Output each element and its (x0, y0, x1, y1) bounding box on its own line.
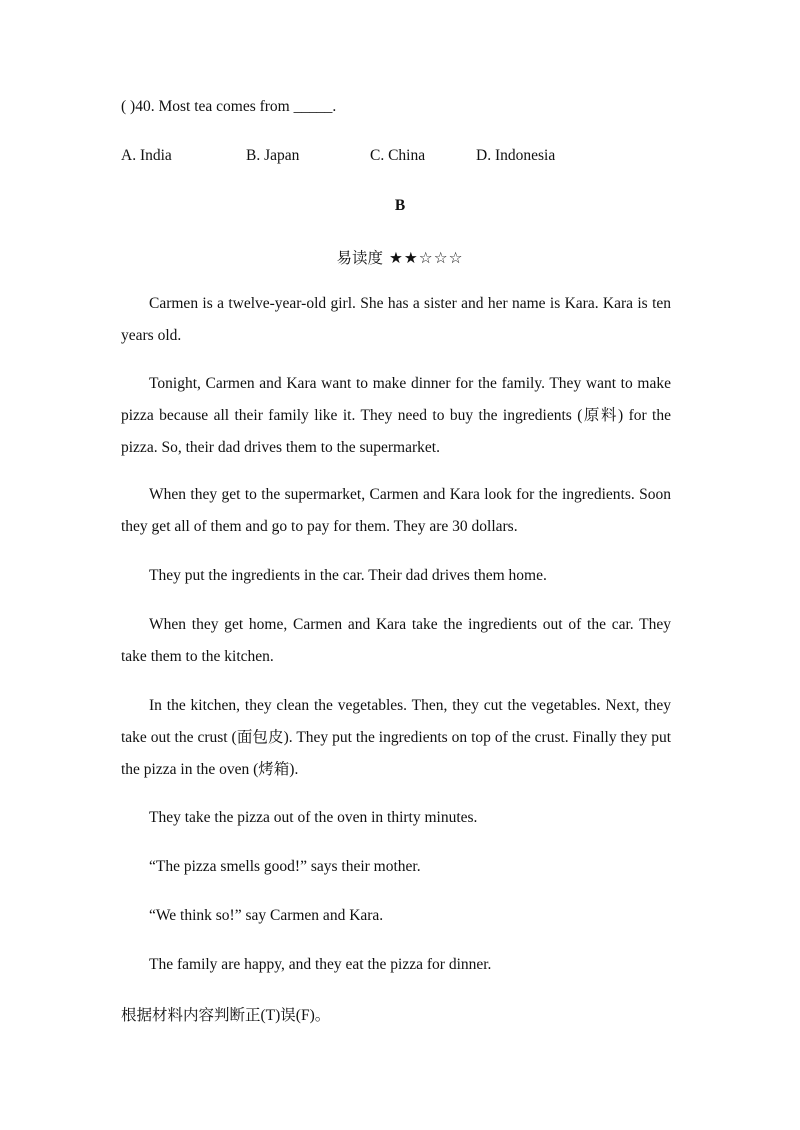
option-b: B. Japan (246, 147, 300, 164)
passage-paragraph-1: Carmen is a twelve-year-old girl. She has a sister and her name is Kara. Kara is ten years old. (121, 295, 671, 344)
readability-label: 易读度 (336, 250, 384, 267)
star-rating-icon: ★★☆☆☆ (389, 250, 464, 267)
option-a: A. India (121, 147, 172, 164)
passage-paragraph-5: When they get home, Carmen and Kara take the ingredients out of the car. They take them to the kitchen. (121, 616, 671, 665)
question-40-text: ( )40. Most tea comes from _____. (121, 98, 337, 115)
passage-paragraph-4: They put the ingredients in the car. Their dad drives them home. (149, 567, 547, 584)
readability-rating (121, 246, 679, 268)
passage-paragraph-8: “The pizza smells good!” says their mother. (149, 858, 421, 875)
option-c: C. China (370, 147, 426, 164)
passage-paragraph-9: “We think so!” say Carmen and Kara. (149, 907, 384, 924)
passage-paragraph-7: They take the pizza out of the oven in thirty minutes. (149, 809, 478, 826)
task-instruction: 根据材料内容判断正(T)误(F)。 (121, 1007, 331, 1024)
passage-paragraph-2: Tonight, Carmen and Kara want to make dinner for the family. They want to make pizza because all their family like it. They need to buy the ingredients (原料) for the pizza. So, their dad drives them to the supermarket. (121, 375, 671, 456)
passage-paragraph-3: When they get to the supermarket, Carmen and Kara look for the ingredients. Soon they get all of them and go to pay for them. They are 30 dollars. (121, 486, 671, 535)
section-label: B (394, 197, 406, 214)
question-40-options (121, 147, 671, 169)
option-d: D. Indonesia (476, 147, 556, 164)
passage-paragraph-10: The family are happy, and they eat the pizza for dinner. (149, 956, 492, 973)
passage-paragraph-6: In the kitchen, they clean the vegetables. Then, they cut the vegetables. Next, they take out the crust (面包皮). They put the ingredients on top of the crust. Finally they put the pizza in the oven (烤箱). (121, 697, 671, 778)
